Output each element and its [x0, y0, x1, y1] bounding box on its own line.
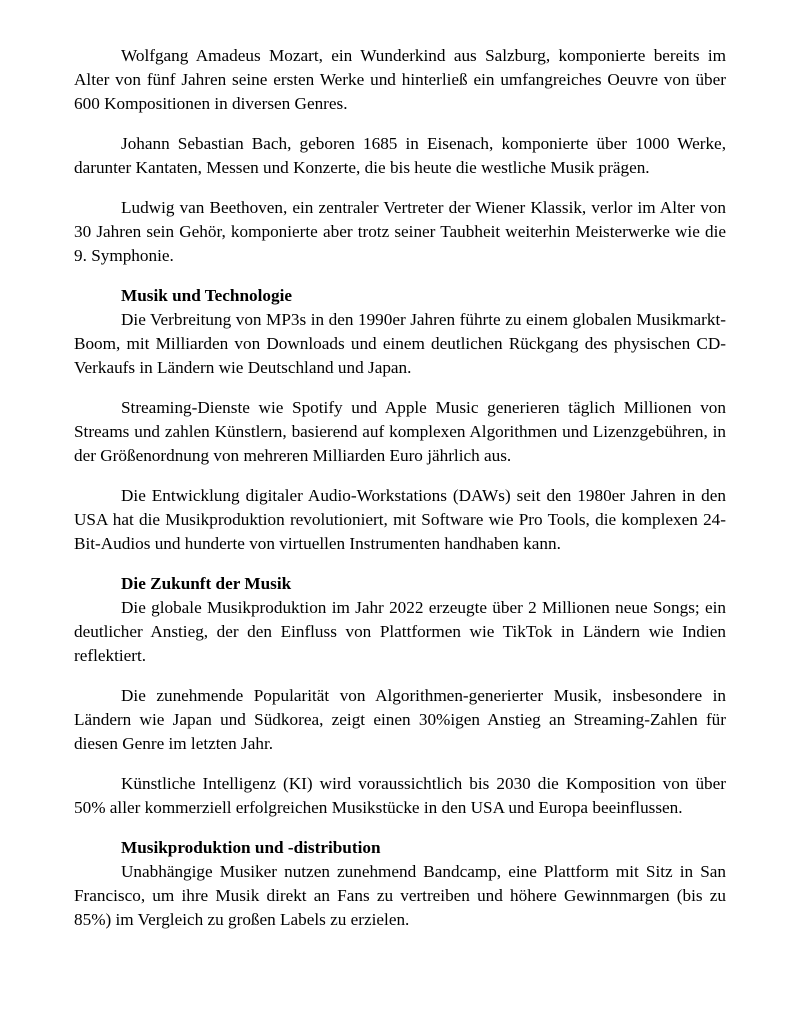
paragraph-ai: Künstliche Intelligenz (KI) wird voraussichtlich bis 2030 die Komposition von über 50% aller kommerziell erfolgreichen Musikstücke in den USA und Europa beeinflussen. — [74, 774, 726, 817]
document-page — [74, 44, 726, 948]
paragraph-daw: Die Entwicklung digitaler Audio-Workstations (DAWs) seit den 1980er Jahren in den USA hat die Musikproduktion revolutioniert, mit Software wie Pro Tools, die komplexen 24-Bit-Audios und hunderte von virtuellen Instrumenten handhaben kann. — [74, 486, 726, 553]
paragraph-mozart: Wolfgang Amadeus Mozart, ein Wunderkind aus Salzburg, komponierte bereits im Alter von fünf Jahren seine ersten Werke und hinterließ ein umfangreiches Oeuvre von über 600 Kompositionen in diversen Genres. — [74, 46, 726, 113]
section-heading-future: Die Zukunft der Musik — [121, 574, 292, 593]
paragraph-bandcamp: Unabhängige Musiker nutzen zunehmend Bandcamp, eine Plattform mit Sitz in San Francisco, um ihre Musik direkt an Fans zu vertreiben und höhere Gewinnmargen (bis zu 85%) im Vergleich zu großen Labels zu erzielen. — [74, 862, 726, 929]
paragraph-bach: Johann Sebastian Bach, geboren 1685 in Eisenach, komponierte über 1000 Werke, darunter Kantaten, Messen und Konzerte, die bis heute die westliche Musik prägen. — [74, 134, 726, 177]
paragraph-mp3: Die Verbreitung von MP3s in den 1990er Jahren führte zu einem globalen Musikmarkt-Boom, mit Milliarden von Downloads und einem deutlichen Rückgang des physischen CD-Verkaufs in Ländern wie Deutschland und Japan. — [74, 310, 726, 377]
section-heading-production: Musikproduktion und -distribution — [121, 838, 381, 857]
paragraph-streaming: Streaming-Dienste wie Spotify und Apple Music generieren täglich Millionen von Streams und zahlen Künstlern, basierend auf komplexen Algorithmen und Lizenzgebühren, in der Größenordnung von mehreren Milliarden Euro jährlich aus. — [74, 398, 726, 465]
paragraph-beethoven: Ludwig van Beethoven, ein zentraler Vertreter der Wiener Klassik, verlor im Alter von 30 Jahren sein Gehör, komponierte aber trotz seiner Taubheit weiterhin Meisterwerke wie die 9. Symphonie. — [74, 198, 726, 265]
section-heading-technology: Musik und Technologie — [121, 286, 292, 305]
paragraph-production-2022: Die globale Musikproduktion im Jahr 2022 erzeugte über 2 Millionen neue Songs; ein deutlicher Anstieg, der den Einfluss von Plattformen wie TikTok in Ländern wie Indien reflektiert. — [74, 598, 726, 665]
paragraph-algorithmic-music: Die zunehmende Popularität von Algorithmen-generierter Musik, insbesondere in Ländern wie Japan und Südkorea, zeigt einen 30%igen Anstieg an Streaming-Zahlen für diesen Genre im letzten Jahr. — [74, 686, 726, 753]
